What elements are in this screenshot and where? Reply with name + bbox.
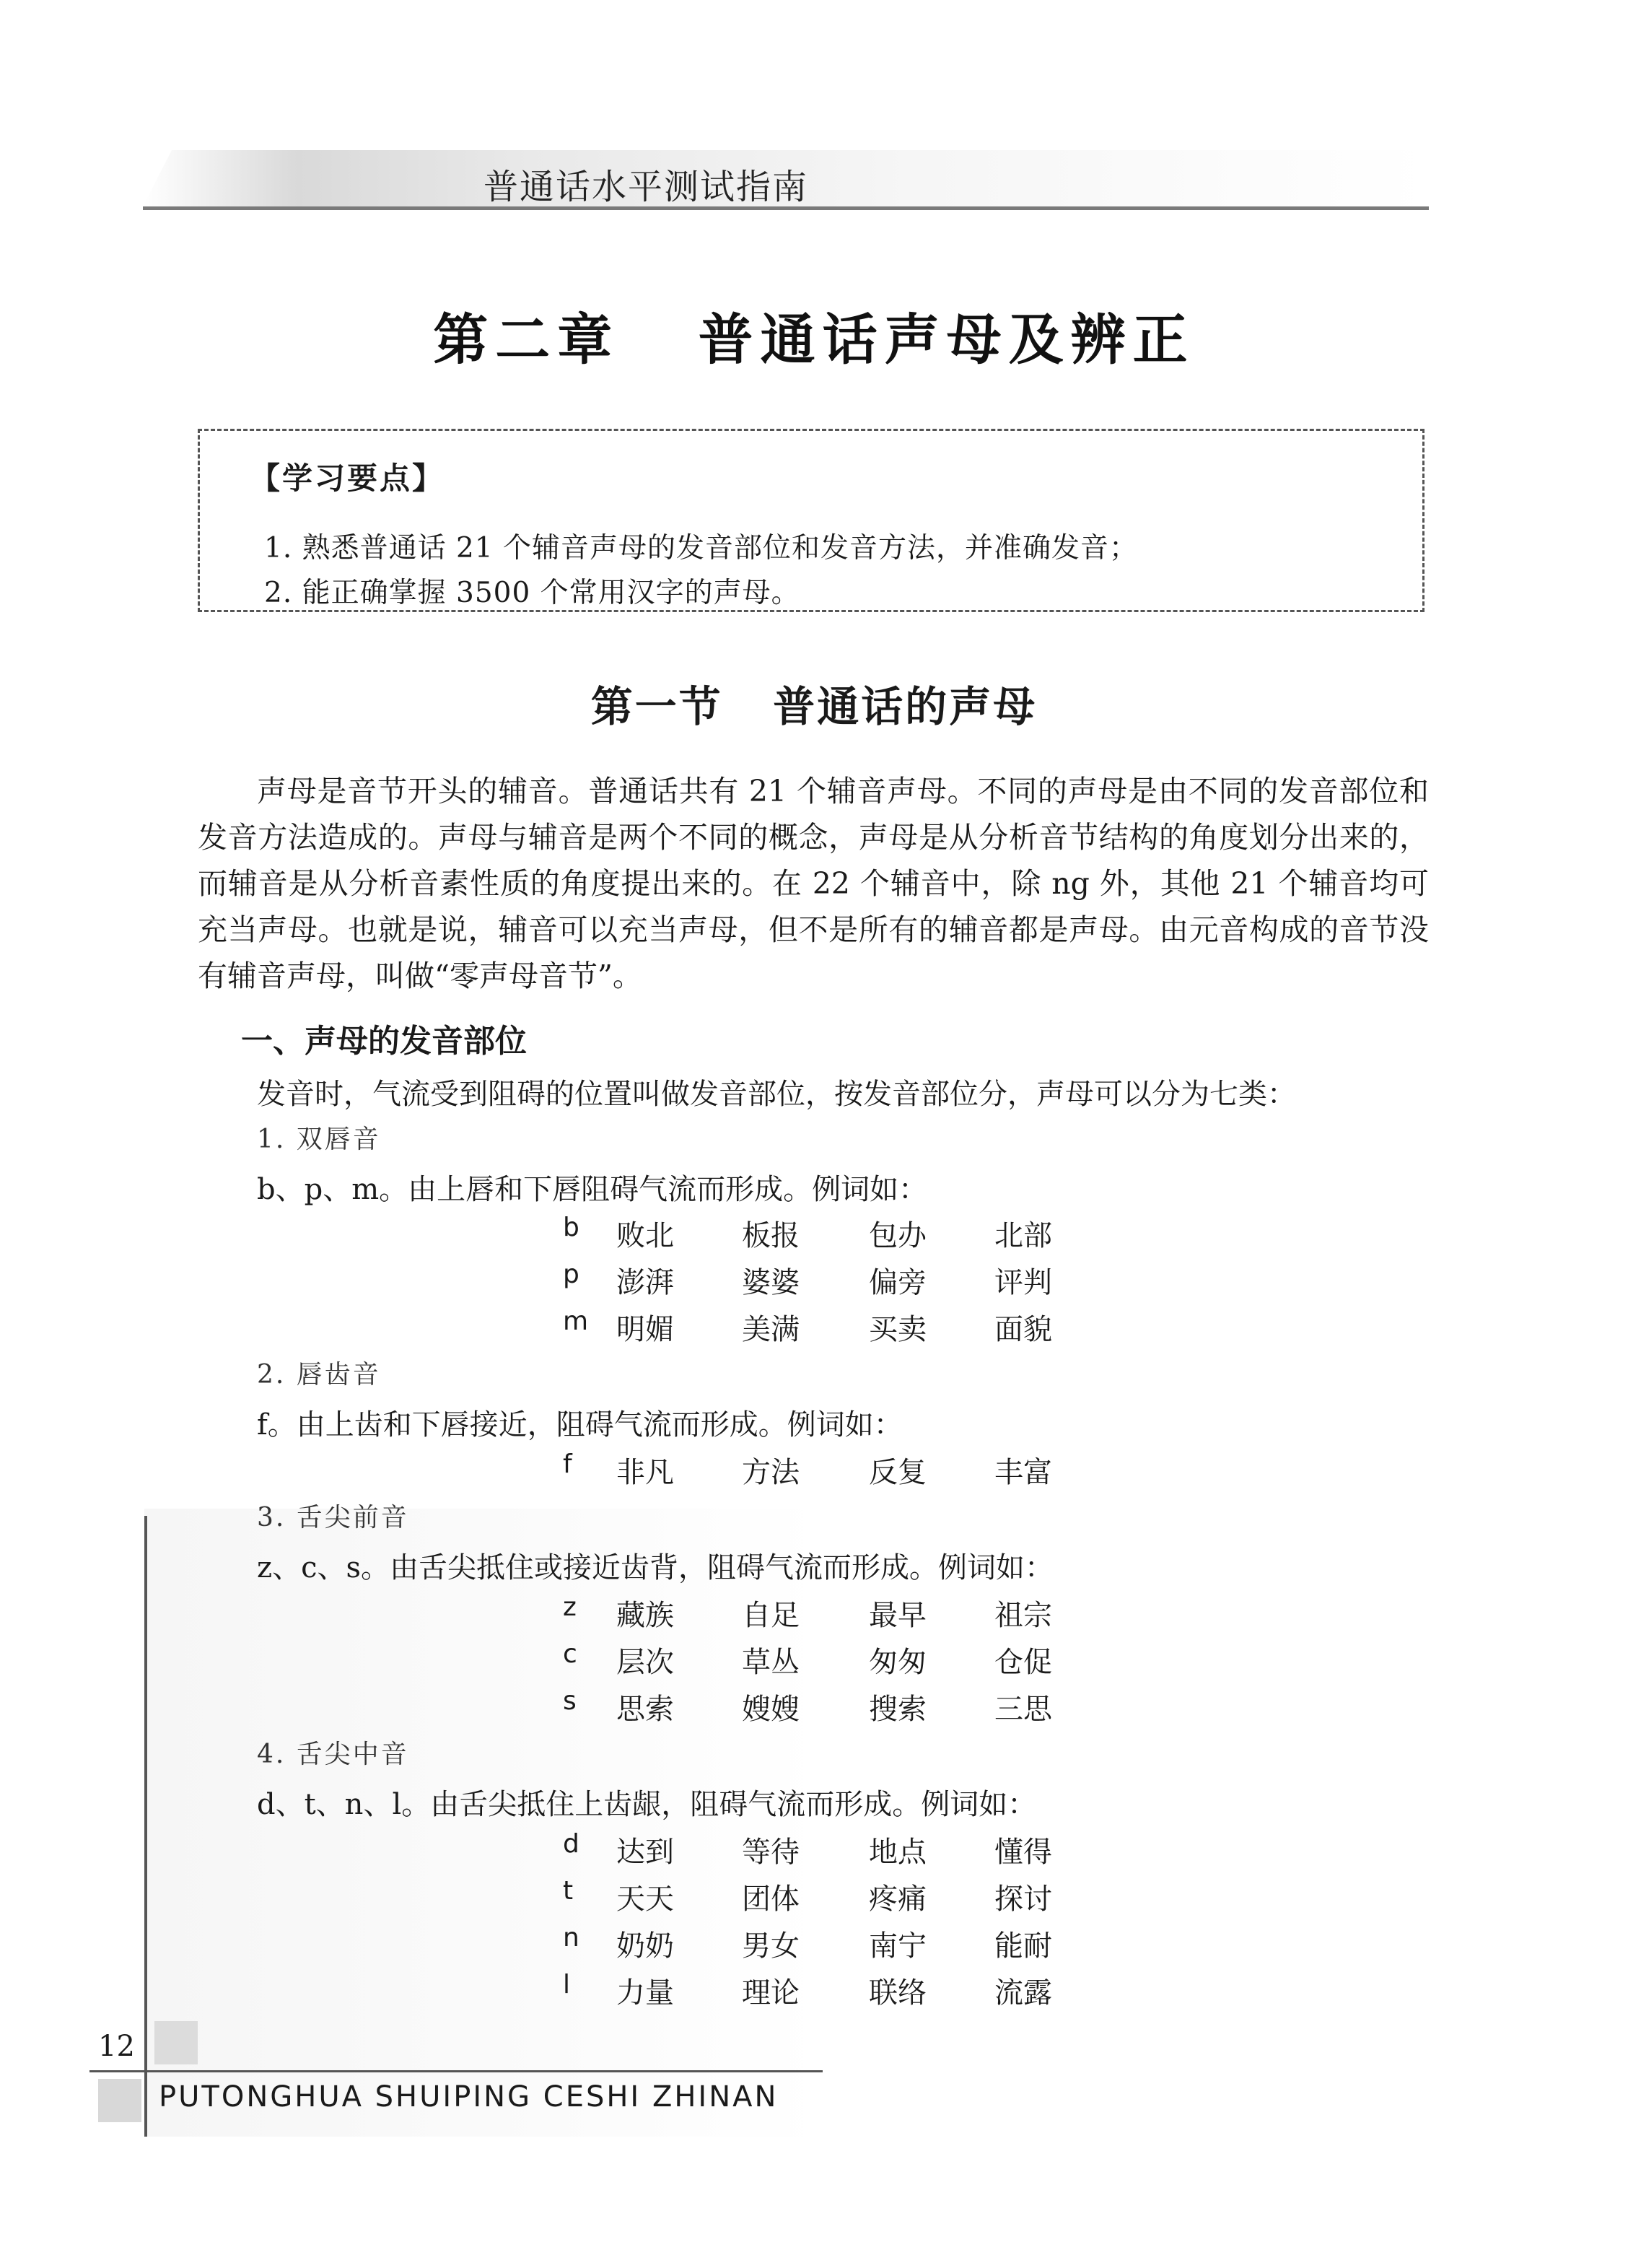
example-word: 能耐 bbox=[994, 1929, 1052, 1963]
initial-letter: n bbox=[563, 1923, 579, 1953]
example-word: 疼痛 bbox=[869, 1883, 927, 1916]
example-word: 非凡 bbox=[616, 1456, 674, 1489]
example-word: 仓促 bbox=[994, 1646, 1052, 1679]
category-title: 1. 双唇音 bbox=[257, 1125, 381, 1154]
example-word: 最早 bbox=[869, 1599, 927, 1632]
footer-block bbox=[98, 2079, 141, 2122]
example-word: 美满 bbox=[742, 1313, 800, 1346]
example-word: 藏族 bbox=[616, 1599, 674, 1632]
example-word: 流露 bbox=[994, 1976, 1052, 2010]
footer-rule bbox=[89, 2070, 823, 2072]
example-word: 丰富 bbox=[994, 1456, 1052, 1489]
example-word: 达到 bbox=[616, 1836, 674, 1869]
key-points-title: 【学习要点】 bbox=[250, 461, 445, 496]
initial-letter: t bbox=[563, 1876, 574, 1906]
example-word: 北部 bbox=[994, 1219, 1052, 1252]
category-description: f。由上齿和下唇接近，阻碍气流而形成。例词如： bbox=[257, 1408, 903, 1442]
example-word: 地点 bbox=[869, 1836, 927, 1869]
example-word: 三思 bbox=[994, 1693, 1052, 1726]
page-number: 12 bbox=[98, 2030, 135, 2063]
category-description: b、p、m。由上唇和下唇阻碍气流而形成。例词如： bbox=[257, 1173, 928, 1206]
key-point-item: 2. 能正确掌握 3500 个常用汉字的声母。 bbox=[264, 577, 800, 609]
example-word: 等待 bbox=[742, 1836, 800, 1869]
example-word: 祖宗 bbox=[994, 1599, 1052, 1632]
example-word: 懂得 bbox=[994, 1836, 1052, 1869]
example-word: 匆匆 bbox=[869, 1646, 927, 1679]
section-intro-paragraph: 声母是音节开头的辅音。普通话共有 21 个辅音声母。不同的声母是由不同的发音部位和发音方法造成的。声母与辅音是两个不同的概念，声母是从分析音节结构的角度划分出来的，而辅音是从分析音素性质的角度提出来的。在 22 个辅音中，除 ng 外，其他 21 个辅音均可充当声母。也就是说，辅音可以充当声母，但不是所有的辅音都是声母。由元音构成的音节没有辅音声母，叫做“零声母音节”。 bbox=[198, 774, 1429, 993]
page-number-square bbox=[154, 2021, 198, 2064]
example-word: 方法 bbox=[742, 1456, 800, 1489]
example-word: 搜索 bbox=[869, 1693, 927, 1726]
key-point-item: 1. 熟悉普通话 21 个辅音声母的发音部位和发音方法，并准确发音； bbox=[264, 532, 1139, 564]
initial-letter: m bbox=[563, 1307, 589, 1336]
example-word: 南宁 bbox=[869, 1929, 927, 1963]
category-title: 3. 舌尖前音 bbox=[257, 1503, 409, 1532]
initial-letter: f bbox=[563, 1449, 572, 1479]
example-word: 买卖 bbox=[869, 1313, 927, 1346]
example-word: 包办 bbox=[869, 1219, 927, 1252]
category-title: 2. 唇齿音 bbox=[257, 1360, 381, 1390]
subsection-heading: 一、声母的发音部位 bbox=[241, 1023, 527, 1060]
example-word: 明媚 bbox=[616, 1313, 674, 1346]
example-word: 团体 bbox=[742, 1883, 800, 1916]
example-word: 偏旁 bbox=[869, 1266, 927, 1299]
initial-letter: c bbox=[563, 1639, 577, 1669]
example-word: 澎湃 bbox=[616, 1266, 674, 1299]
initial-letter: l bbox=[563, 1970, 571, 1999]
example-word: 婆婆 bbox=[742, 1266, 800, 1299]
example-word: 理论 bbox=[742, 1976, 800, 2010]
example-word: 思索 bbox=[616, 1693, 674, 1726]
example-word: 嫂嫂 bbox=[742, 1693, 800, 1726]
example-word: 面貌 bbox=[994, 1313, 1052, 1346]
example-word: 反复 bbox=[869, 1456, 927, 1489]
margin-rule bbox=[144, 1516, 147, 2137]
example-word: 草丛 bbox=[742, 1646, 800, 1679]
example-word: 败北 bbox=[616, 1219, 674, 1252]
category-description: d、t、n、l。由舌尖抵住上齿龈，阻碍气流而形成。例词如： bbox=[257, 1788, 1037, 1821]
category-description: z、c、s。由舌尖抵住或接近齿背，阻碍气流而形成。例词如： bbox=[257, 1551, 1054, 1584]
initial-letter: b bbox=[563, 1213, 579, 1242]
example-word: 力量 bbox=[616, 1976, 674, 2010]
example-word: 奶奶 bbox=[616, 1929, 674, 1963]
example-word: 评判 bbox=[994, 1266, 1052, 1299]
example-word: 男女 bbox=[742, 1929, 800, 1963]
example-word: 探讨 bbox=[994, 1883, 1052, 1916]
example-word: 板报 bbox=[742, 1219, 800, 1252]
initial-letter: p bbox=[563, 1260, 579, 1289]
chapter-title: 第二章 普通话声母及辨正 bbox=[433, 308, 1195, 372]
example-word: 联络 bbox=[869, 1976, 927, 2010]
category-title: 4. 舌尖中音 bbox=[257, 1740, 409, 1769]
example-word: 层次 bbox=[616, 1646, 674, 1679]
section-title: 第一节 普通话的声母 bbox=[590, 682, 1038, 731]
margin-shade bbox=[144, 1509, 823, 2137]
initial-letter: d bbox=[563, 1829, 579, 1859]
example-word: 自足 bbox=[742, 1599, 800, 1632]
initial-letter: z bbox=[563, 1592, 577, 1622]
footer-book-title: PUTONGHUA SHUIPING CESHI ZHINAN bbox=[159, 2080, 779, 2114]
example-word: 天天 bbox=[616, 1883, 674, 1916]
initial-letter: s bbox=[563, 1686, 577, 1716]
subsection-intro: 发音时，气流受到阻碍的位置叫做发音部位，按发音部位分，声母可以分为七类： bbox=[257, 1078, 1296, 1111]
running-header-title: 普通话水平测试指南 bbox=[483, 167, 809, 207]
